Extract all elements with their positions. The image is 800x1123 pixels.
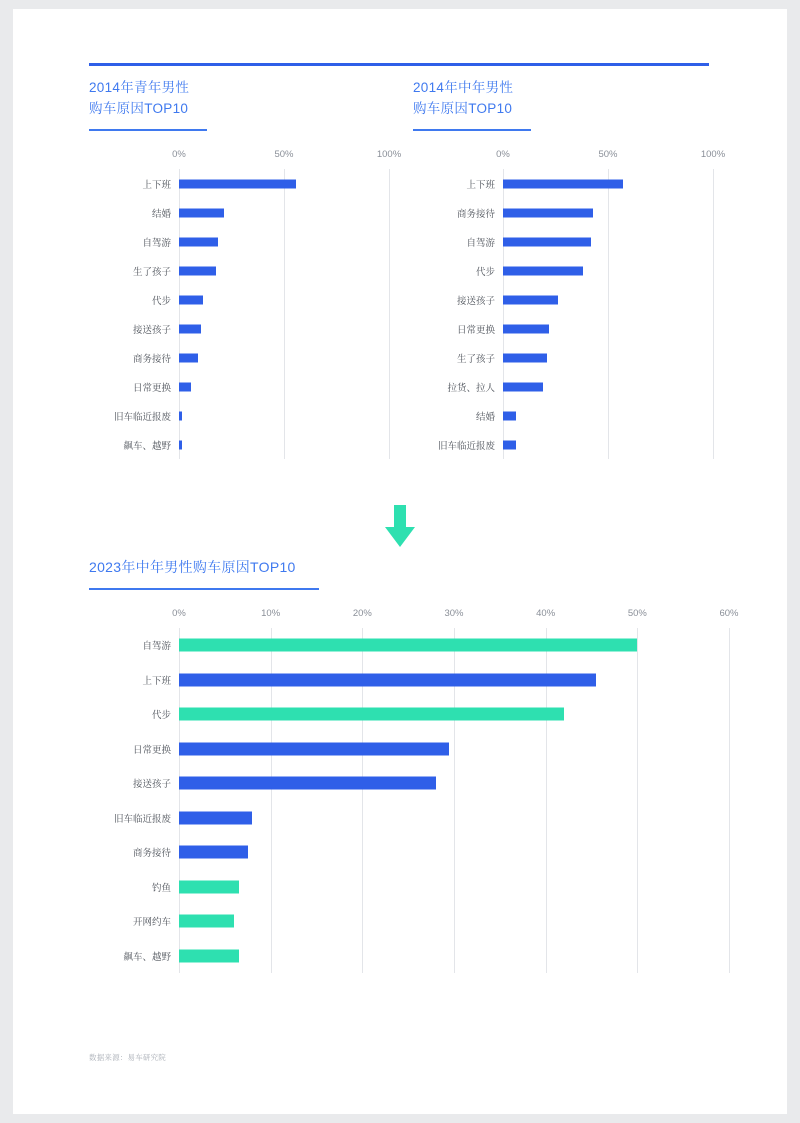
bar [503,295,558,304]
x-axis-tick: 60% [719,608,739,619]
bar [179,880,239,893]
bar-category-label: 结婚 [151,208,171,220]
bar-row [437,430,713,459]
bar [179,811,252,824]
bar-category-label: 钓鱼 [151,882,171,894]
x-axis-2023-middle [89,608,739,624]
bar-row [142,663,729,698]
bar-category-label: 日常更换 [132,744,171,756]
bar-category-label: 接送孩子 [132,779,171,791]
bar [179,208,224,217]
bar [179,708,564,721]
x-axis-tick: 40% [536,608,556,619]
header-rule [89,63,709,66]
bar [179,295,203,304]
bar-category-label: 旧车临近报废 [113,813,171,825]
bar-category-label: 接送孩子 [132,324,171,336]
chart-title-line-2: 购车原因TOP10 [89,101,189,116]
bar-category-label: 生了孩子 [132,266,171,278]
bar [179,949,239,962]
bar [503,208,593,217]
chart-panel-2023-middle [89,557,739,973]
bar-row [151,285,389,314]
bar-category-label: 开网约车 [132,917,171,929]
bar-row [132,835,729,870]
chart-title-2023-middle: 2023年中年男性购车原因TOP10 [89,559,296,575]
bar-row [151,870,729,905]
title-underline [413,129,531,131]
bar [503,324,549,333]
bar-row [113,401,389,430]
x-axis-tick: 10% [261,608,281,619]
chart-title-line-1: 2014年青年男性 [89,80,190,95]
bar [179,440,182,449]
bar [503,179,623,188]
bar [179,179,296,188]
bar-category-label: 旧车临近报废 [437,440,495,452]
x-axis-tick: 0% [172,608,186,619]
bar-category-label: 商务接待 [456,208,495,220]
bar-row [142,628,729,663]
x-axis-2014-middle [413,149,726,165]
bar-category-label: 旧车临近报废 [113,411,171,423]
bar-category-label: 上下班 [466,179,495,191]
bar-category-label: 自驾游 [466,237,495,249]
bar [179,411,182,420]
plot-area-2014-youth [89,169,389,459]
bar [503,382,543,391]
gridline [713,169,714,459]
bar [179,639,637,652]
gridline [389,169,390,459]
bar-category-label: 生了孩子 [456,353,495,365]
x-axis-tick: 20% [352,608,372,619]
x-axis-2014-youth [89,149,402,165]
bar-row [456,314,713,343]
bar-category-label: 上下班 [142,179,171,191]
bar [503,237,591,246]
plot-area-2023-middle [89,628,729,973]
bar-category-label: 自驾游 [142,237,171,249]
bar-row [142,169,389,198]
bar-row [447,372,713,401]
x-axis-tick: 0% [496,149,510,160]
bar-category-label: 飙车、越野 [123,440,171,452]
bar-row [475,401,713,430]
bar-category-label: 日常更换 [456,324,495,336]
x-axis-tick: 0% [172,149,186,160]
bar [179,324,201,333]
bar-category-label: 飙车、越野 [123,951,171,963]
report-page [13,9,787,1114]
bar [179,353,198,362]
bar-row [123,939,729,974]
bar [503,266,583,275]
bar-category-label: 接送孩子 [456,295,495,307]
bar-category-label: 商务接待 [132,848,171,860]
bar-row [142,227,389,256]
bar-row [132,904,729,939]
bar-row [456,285,713,314]
chart-title-2014-middle [413,77,713,119]
bar-category-label: 商务接待 [132,353,171,365]
bar-row [456,343,713,372]
bar-row [132,732,729,767]
bar-row [113,801,729,836]
title-underline [89,129,207,131]
title-underline [89,588,319,590]
bar-row [132,766,729,801]
bar [503,440,516,449]
chart-panel-2014-youth [89,77,402,459]
bar-row [132,343,389,372]
bar [179,266,216,275]
bar [503,411,516,420]
x-axis-tick: 50% [627,608,647,619]
bar-row [475,256,713,285]
bar [179,915,234,928]
bar-category-label: 自驾游 [142,641,171,653]
bar-category-label: 代步 [475,266,495,278]
chart-panel-2014-middle [413,77,726,459]
plot-area-2014-middle [413,169,713,459]
bar-category-label: 上下班 [142,675,171,687]
chart-title-line-1: 2014年中年男性 [413,80,514,95]
bar-row [123,430,389,459]
bar-row [151,198,389,227]
x-axis-tick: 50% [598,149,618,160]
bar-row [132,256,389,285]
bar-category-label: 代步 [151,710,171,722]
bar [179,846,248,859]
chart-title-line-2: 购车原因TOP10 [413,101,513,116]
bar-category-label: 代步 [151,295,171,307]
x-axis-tick: 100% [700,149,726,160]
bar-row [466,227,713,256]
x-axis-tick: 30% [444,608,464,619]
bar-row [151,697,729,732]
bar-category-label: 拉货、拉人 [447,382,495,394]
bar [179,237,218,246]
x-axis-tick: 50% [274,149,294,160]
gridline [729,628,730,973]
bar-category-label: 结婚 [475,411,495,423]
chart-title-2014-youth [89,77,389,119]
bar-row [132,372,389,401]
bar [179,742,449,755]
bar-row [466,169,713,198]
bar [179,777,436,790]
source-note: 数据来源：易车研究院 [89,1053,166,1062]
bar-row [456,198,713,227]
bar [503,353,547,362]
x-axis-tick: 100% [376,149,402,160]
bar [179,382,191,391]
bar-row [132,314,389,343]
bar [179,673,596,686]
bar-category-label: 日常更换 [132,382,171,394]
down-arrow-icon [385,505,415,547]
